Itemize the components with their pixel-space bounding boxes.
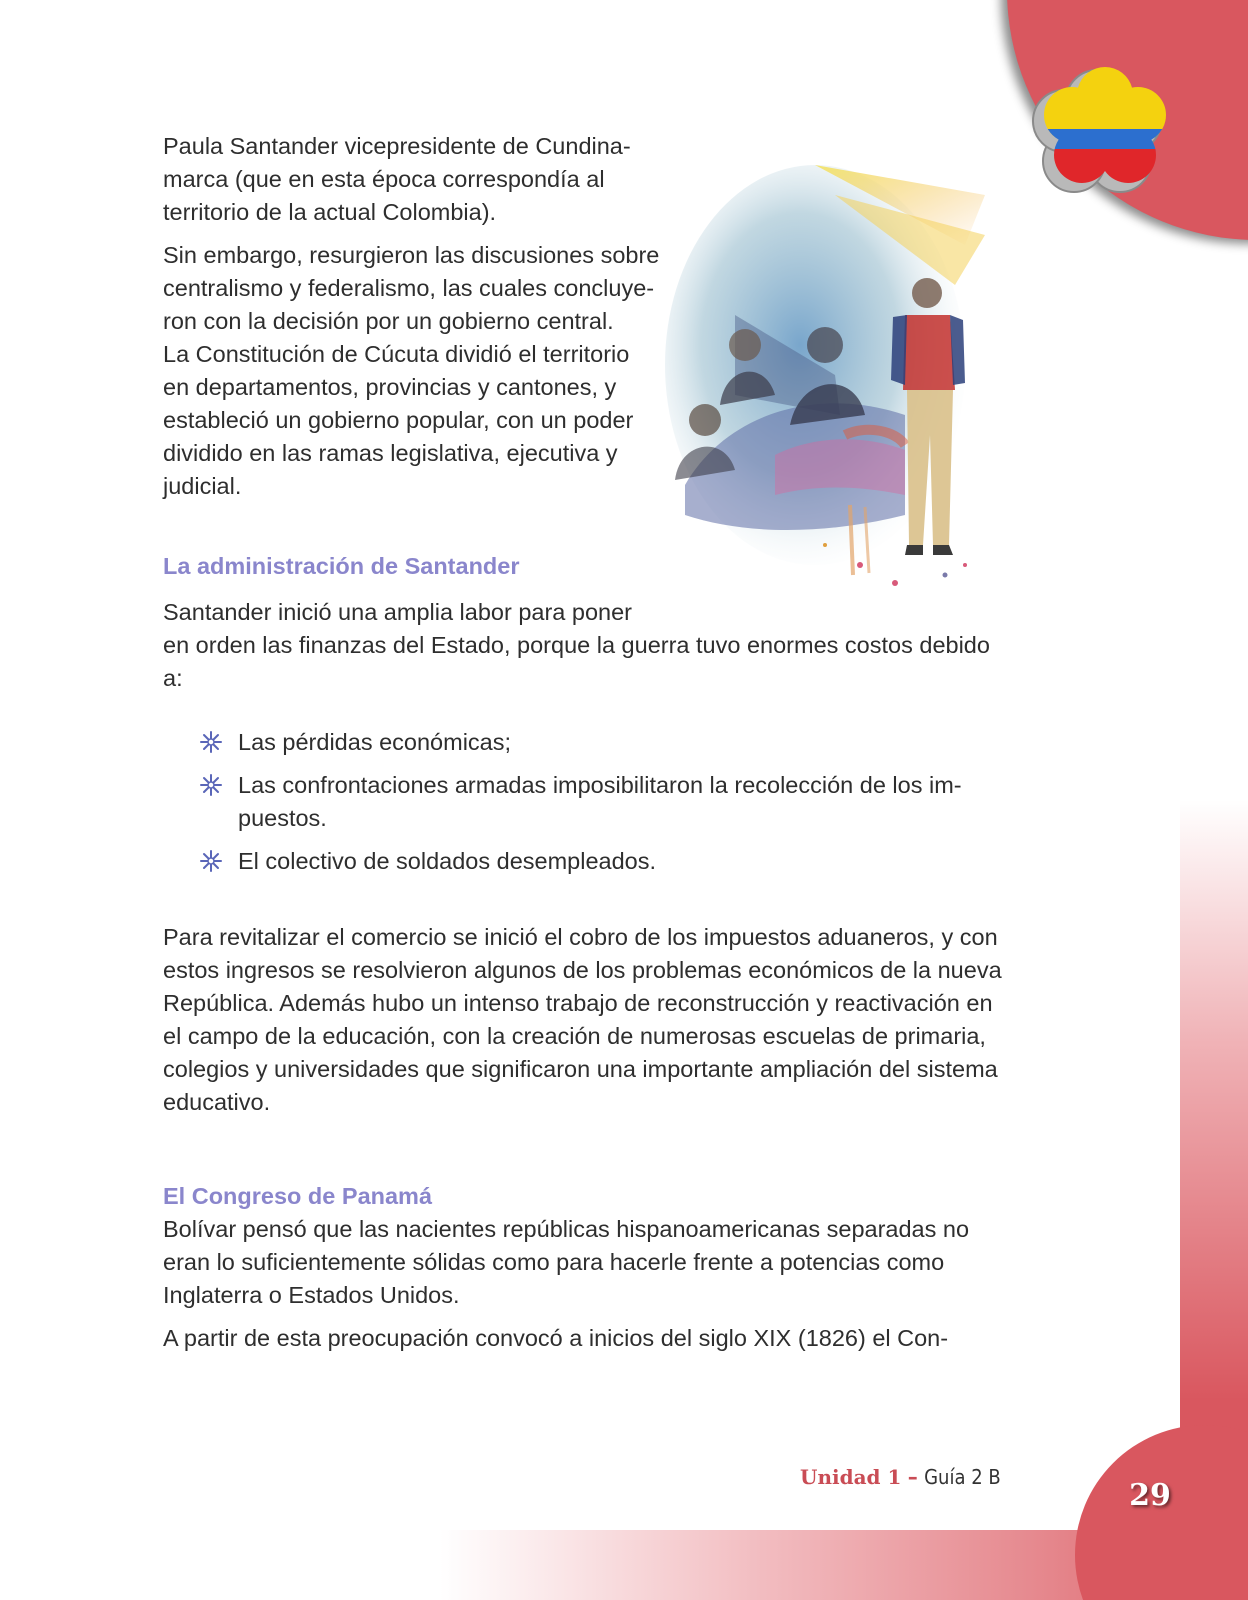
text-line: eran lo suficientemente sólidas como para hacerle frente a potencias como <box>163 1249 945 1275</box>
commerce-paragraph <box>163 921 1002 1119</box>
text-line: República. Además hubo un intenso trabajo de reconstrucción y reactivación en <box>163 990 993 1016</box>
list-item <box>200 845 980 878</box>
text-line: territorio de la actual Colombia). <box>163 199 497 225</box>
list-item-text: Las pérdidas económicas; <box>238 729 512 755</box>
text-line: Santander inició una amplia labor para poner <box>163 599 633 625</box>
list-item-text: puestos. <box>238 805 327 831</box>
list-item-text: Las confrontaciones armadas imposibilitaron la recolección de los im- <box>238 772 962 798</box>
panama-paragraph-2 <box>163 1322 948 1355</box>
santander-paragraph <box>163 596 990 695</box>
footer-unit: Unidad 1 <box>800 1465 902 1489</box>
text-line: ron con la decisión por un gobierno central. <box>163 308 614 334</box>
text-line: estos ingresos se resolvieron algunos de los problemas económicos de la nueva <box>163 957 1002 983</box>
section-heading-santander: La administración de Santander <box>163 553 520 579</box>
text-line: Bolívar pensó que las nacientes repúblicas hispanoamericanas separadas no <box>163 1216 970 1242</box>
list-item-text: El colectivo de soldados desempleados. <box>238 848 657 874</box>
intro-paragraph <box>163 130 631 229</box>
text-line: Sin embargo, resurgieron las discusiones sobre <box>163 242 660 268</box>
centralism-paragraph <box>163 239 659 503</box>
page-number: 29 <box>1129 1478 1171 1513</box>
text-line: en orden las finanzas del Estado, porque la guerra tuvo enormes costos debido <box>163 632 990 658</box>
cost-causes-list <box>200 726 980 888</box>
asterisk-star-icon <box>200 731 222 753</box>
text-line: dividido en las ramas legislativa, ejecutiva y <box>163 440 618 466</box>
text-line: colegios y universidades que significaron una importante ampliación del sistema <box>163 1056 998 1082</box>
text-line: a: <box>163 665 183 691</box>
text-line: Inglaterra o Estados Unidos. <box>163 1282 460 1308</box>
text-line: educativo. <box>163 1089 271 1115</box>
text-line: judicial. <box>163 473 242 499</box>
text-line: A partir de esta preocupación convocó a inicios del siglo XIX (1826) el Con- <box>163 1325 949 1351</box>
flower-flag-logo-icon <box>1030 55 1180 205</box>
text-line: marca (que en esta época correspondía al <box>163 166 605 192</box>
panama-paragraph-1 <box>163 1213 969 1312</box>
congress-watercolor-illustration <box>665 135 995 600</box>
footer-unit-guide <box>800 1465 1001 1489</box>
text-line: centralismo y federalismo, las cuales concluye- <box>163 275 655 301</box>
text-line: el campo de la educación, con la creación de numerosas escuelas de primaria, <box>163 1023 986 1049</box>
text-line: estableció un gobierno popular, con un poder <box>163 407 634 433</box>
footer-guide: Guía 2 B <box>924 1465 1001 1489</box>
footer-dash: – <box>907 1465 918 1489</box>
section-heading-panama: El Congreso de Panamá <box>163 1183 433 1209</box>
text-line: Para revitalizar el comercio se inició el cobro de los impuestos aduaneros, y con <box>163 924 998 950</box>
text-line: Paula Santander vicepresidente de Cundina- <box>163 133 631 159</box>
text-line: La Constitución de Cúcuta dividió el territorio <box>163 341 630 367</box>
asterisk-star-icon <box>200 774 222 796</box>
asterisk-star-icon <box>200 850 222 872</box>
list-item <box>200 769 980 835</box>
text-line: en departamentos, provincias y cantones, y <box>163 374 617 400</box>
list-item <box>200 726 980 759</box>
